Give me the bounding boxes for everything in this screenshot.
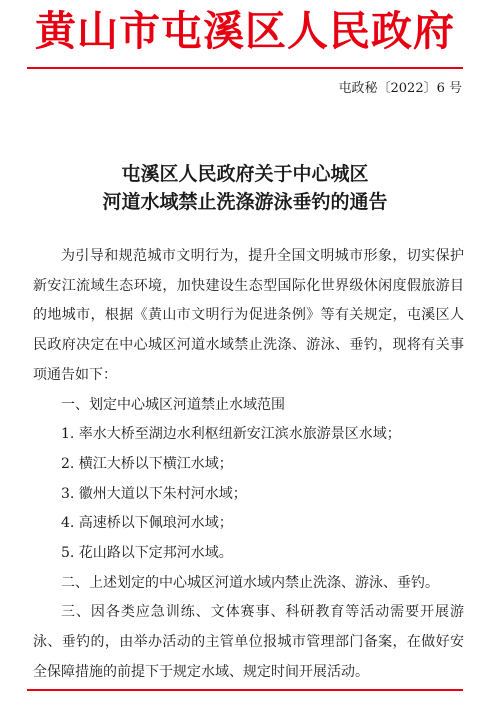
list-item: 5. 花山路以下定邦河水域。 <box>61 545 233 562</box>
section-2-paragraph: 二、上述划定的中心城区河道水域内禁止洗涤、游泳、垂钓。 <box>61 574 439 591</box>
notice-title-line-2: 河道水域禁止洗涤游泳垂钓的通告 <box>102 191 388 213</box>
list-item: 4. 高速桥以下佩琅河水域； <box>61 515 233 532</box>
document-number: 屯政秘〔2022〕6 号 <box>338 81 462 96</box>
notice-title-line-1: 屯溪区人民政府关于中心城区 <box>121 163 369 185</box>
notice-body <box>33 242 464 688</box>
intro-paragraph: 为引导和规范城市文明行为，提升全国文明城市形象，切实保护新安江流域生态环境，加快建设生态型国际化世界级休闲度假旅游目的地城市，根据《黄山市文明行为促进条例》等有关规定，屯溪区人民政府决定在中心城区河道水域禁止洗涤、游泳、垂钓，现将有关事项通告如下： <box>33 248 464 383</box>
red-divider-bottom <box>27 689 463 691</box>
section-3-paragraph: 三、因各类应急训练、文体赛事、科研教育等活动需要开展游泳、垂钓的，由举办活动的主管单位报城市管理部门备案，在做好安全保障措施的前提下于规定水域、规定时间开展活动。 <box>33 604 464 680</box>
list-item: 3. 徽州大道以下朱村河水域； <box>61 485 247 502</box>
section-1-heading: 一、划定中心城区河道禁止水域范围 <box>61 396 285 413</box>
list-item: 1. 率水大桥至湖边水利枢纽新安江滨水旅游景区水域； <box>61 426 401 443</box>
government-header-title: 黄山市屯溪区人民政府 <box>35 7 455 55</box>
red-divider-top <box>27 67 463 69</box>
list-item: 2. 横江大桥以下横江水域； <box>61 455 233 472</box>
